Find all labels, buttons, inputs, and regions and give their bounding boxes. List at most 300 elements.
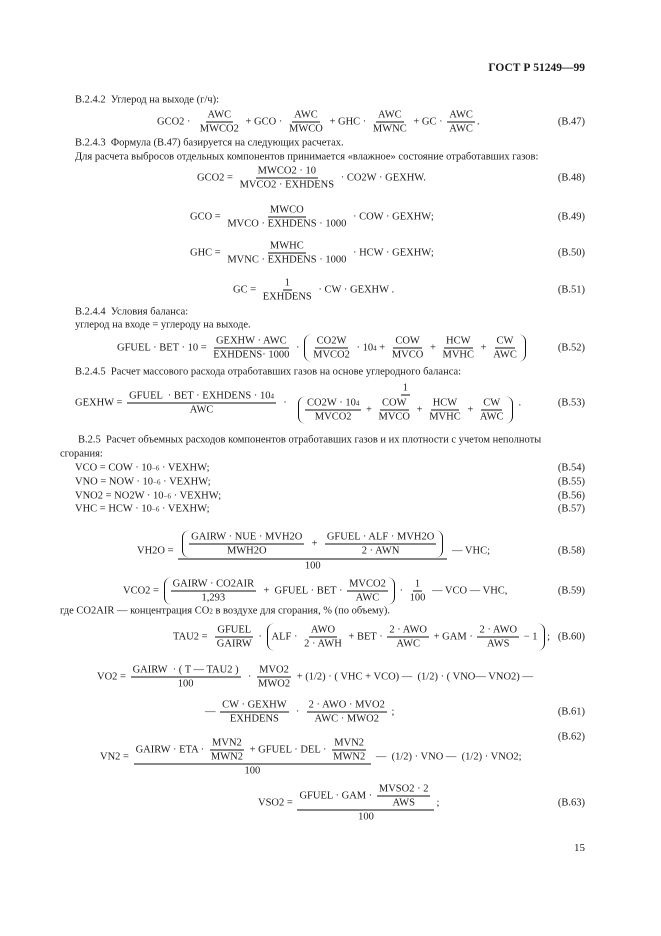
formula-text: GCO2 =	[197, 172, 236, 184]
formula-group	[299, 784, 432, 809]
formula-text: MWHC	[269, 240, 304, 252]
formula-text: HCW	[432, 397, 458, 409]
fraction-numerator	[447, 110, 475, 123]
formula-text: EXHDENS· 1000	[213, 349, 290, 361]
fraction	[377, 784, 431, 809]
formula-text: GAIRW · ETA ·	[135, 744, 207, 756]
equation-number: (B.60)	[557, 631, 585, 643]
formula-text: в воздухе для сгорания, % (по объему).	[212, 605, 391, 617]
fraction-denominator	[485, 638, 512, 650]
text-line	[97, 665, 533, 690]
parenthesized-group	[267, 624, 546, 651]
formula-text: ·	[278, 397, 293, 409]
fraction	[131, 665, 241, 690]
formula-text: AWC	[449, 123, 473, 135]
formula-text: CO2W · 10	[307, 397, 356, 409]
formula-text: — VCO — VHC,	[429, 585, 508, 597]
formula-text: VN2 =	[100, 751, 132, 763]
formula-text: ;	[547, 631, 551, 643]
formula-text: 1	[402, 382, 408, 394]
text-line	[78, 435, 541, 446]
formula-text: +	[414, 404, 426, 416]
equation-number: (B.53)	[557, 397, 585, 409]
formula-text: +	[478, 342, 490, 354]
formula-text: ALF ·	[271, 631, 301, 643]
fraction-numerator	[380, 398, 409, 411]
formula-text: GFUEL · BET · EXHDENS · 10	[129, 390, 271, 402]
formula-text: AWC	[189, 404, 214, 416]
formula-text: + (1/2) · ( VHC + VCO) — (1/2) · ( VNO— VNO2) —	[294, 671, 533, 683]
formula-text: EXHDENS	[262, 291, 312, 303]
fraction-denominator	[377, 411, 413, 423]
equation-number: (B.47)	[557, 116, 585, 128]
fraction-denominator	[360, 545, 402, 557]
fraction-numerator	[215, 625, 253, 638]
formula-text: VCO2 =	[123, 585, 162, 597]
fraction	[331, 738, 367, 763]
formula-text: ·	[255, 631, 265, 643]
fraction-numerator	[297, 784, 434, 811]
parenthesized-group	[182, 531, 443, 558]
fraction	[427, 398, 463, 423]
formula-text: 1	[414, 578, 421, 590]
fraction-denominator	[198, 123, 241, 135]
formula-text: AWC	[479, 411, 504, 423]
formula-text: + GC ·	[410, 116, 446, 128]
formula-text: 1,293	[201, 592, 226, 604]
formula-text: · VEXHW;	[159, 462, 210, 474]
formula-text: MVSO2 · 2	[378, 783, 429, 795]
fraction	[198, 110, 241, 135]
formula-text: AWS	[392, 797, 415, 809]
formula-text: +	[363, 404, 375, 416]
fraction	[178, 531, 447, 572]
formula-text: AWC	[207, 109, 232, 121]
fraction	[408, 579, 428, 604]
fraction-numerator	[134, 738, 372, 765]
fraction-denominator	[294, 396, 517, 424]
formula-text: + GFUEL · DEL ·	[246, 744, 330, 756]
fraction	[307, 700, 387, 725]
fraction-numerator	[401, 383, 410, 396]
formula-text: +	[306, 538, 323, 550]
equation-number: (B.50)	[557, 247, 585, 259]
formula-text: AWC	[294, 109, 318, 121]
fraction-numerator	[387, 625, 429, 638]
formula-text: VCO = COW · 10	[75, 462, 152, 474]
formula-text: · COW · GEXHW;	[350, 211, 434, 223]
fraction	[189, 532, 304, 557]
formula-text: GEXHW · AWC	[215, 335, 287, 347]
fraction-numerator	[376, 110, 404, 123]
formula-text: GFUEL · GAM ·	[299, 790, 375, 802]
formula-text: B.2.5 Расчет объемных расходов компонентов отработавших газов и их плотности с учетом неполноты	[78, 434, 542, 446]
formula	[75, 383, 521, 424]
fraction	[302, 625, 344, 650]
fraction	[325, 532, 437, 557]
formula-text: · CO2W · GEXHW.	[338, 172, 426, 184]
formula-text: · VEXHW;	[171, 490, 222, 502]
fraction-numerator	[131, 665, 241, 678]
formula-text: MWCO2 · 10	[257, 165, 317, 177]
formula-text: MWNC	[372, 123, 407, 135]
formula-text: +	[464, 404, 476, 416]
fraction-numerator	[495, 336, 516, 349]
formula-text: EXHDENS	[229, 713, 279, 725]
formula-text: GAIRW · ( T — TAU2 )	[132, 664, 239, 676]
fraction-denominator	[211, 349, 291, 361]
fraction-numerator	[171, 579, 256, 592]
formula-text: .	[476, 116, 480, 128]
fraction-denominator	[228, 713, 281, 725]
formula	[190, 241, 434, 266]
parenthesized-group	[164, 578, 395, 605]
fraction	[297, 784, 434, 823]
text-line	[75, 320, 251, 331]
fraction	[294, 383, 517, 424]
fraction	[171, 579, 256, 604]
fraction-numerator	[481, 398, 502, 411]
formula-text: 100	[304, 560, 321, 572]
formula-text: углерод на входе = углероду на выходе.	[75, 319, 251, 331]
fraction-denominator	[225, 545, 269, 557]
formula-text: + GHC ·	[326, 116, 369, 128]
formula-text: AWC · MWO2	[314, 713, 379, 725]
formula-text: MWCO	[288, 123, 323, 135]
fraction-numerator	[332, 738, 366, 751]
fraction-numerator	[268, 205, 306, 218]
formula-group: CO2W · 10 4	[307, 397, 360, 409]
formula-text: HCW	[446, 335, 471, 347]
formula-text: MWO2	[257, 678, 291, 690]
fraction-denominator	[238, 179, 337, 191]
formula-text: AWS	[487, 638, 510, 650]
formula	[258, 784, 439, 823]
formula-text: · VEXHW;	[160, 476, 211, 488]
fraction-numerator	[257, 665, 291, 678]
formula-text: — (1/2) · VNO — (1/2) · VNO2;	[373, 751, 522, 763]
fraction-numerator	[206, 110, 234, 123]
fraction	[491, 336, 519, 361]
formula-text: B.2.4.3 Формула (B.47) базируется на следующих расчетах.	[75, 137, 344, 149]
formula-text: COW	[382, 397, 407, 409]
text-line	[75, 152, 538, 163]
formula-text: GAIRW	[216, 638, 252, 650]
formula-text: MVO2	[259, 664, 289, 676]
equation-number: (B.61)	[557, 706, 585, 718]
formula-text: ·	[293, 342, 303, 354]
fraction-numerator	[444, 336, 473, 349]
text-line	[75, 367, 461, 378]
formula-text: ·	[396, 585, 406, 597]
equation-number: (B.52)	[557, 342, 585, 354]
formula-text: MWCO	[269, 204, 304, 216]
formula-text: ;	[388, 706, 395, 718]
fraction	[478, 398, 506, 423]
fraction	[134, 738, 372, 777]
fraction	[387, 625, 429, 650]
formula	[197, 166, 426, 191]
formula-text: 100	[177, 678, 194, 690]
formula-text: + GAM ·	[431, 631, 476, 643]
formula-text: 2 · AWO	[389, 624, 428, 636]
fraction	[209, 738, 245, 763]
formula: VNO = NOW · 10 −6 · VEXHW;	[75, 476, 211, 488]
formula-text: VNO = NOW · 10	[75, 476, 154, 488]
formula-text: GHC =	[190, 247, 224, 259]
formula-text: GCO2 ·	[157, 116, 196, 128]
formula-text: CW	[496, 335, 514, 347]
formula-text: MWN2	[210, 751, 243, 763]
fraction	[477, 625, 519, 650]
formula-text: B.2.4.5 Расчет массового расхода отработавших газов на основе углеродного баланса:	[75, 366, 462, 378]
fraction-denominator	[261, 291, 314, 303]
fraction-denominator	[311, 349, 352, 361]
formula-text: 100	[358, 811, 374, 823]
formula-text: AWC	[355, 592, 380, 604]
formula-text: GC =	[233, 284, 259, 296]
formula-text: 1	[284, 277, 290, 289]
formula-text: CW	[483, 397, 501, 409]
formula-text: где CO2AIR — концентрация CO	[60, 605, 210, 617]
fraction-numerator	[393, 336, 422, 349]
fraction-denominator	[313, 713, 381, 725]
formula-text: +	[427, 342, 439, 354]
fraction-numerator	[189, 532, 304, 545]
fraction-numerator	[347, 579, 388, 592]
formula-text: MVHC	[429, 411, 461, 423]
fraction-denominator	[441, 349, 477, 361]
fraction-denominator	[447, 123, 475, 135]
equation-number: (B.56)	[557, 490, 585, 502]
formula-text: ·	[242, 671, 254, 683]
fraction-denominator	[287, 123, 325, 135]
formula-text: .	[518, 397, 522, 409]
formula	[173, 624, 550, 651]
formula: VNO2 = NO2W · 10 −6 · VEXHW;	[75, 490, 222, 502]
formula: VCO = COW · 10 −6 · VEXHW;	[75, 462, 210, 474]
formula-text: VH2O =	[137, 545, 177, 557]
formula-text: MVNC · EXHDENS · 1000	[227, 254, 347, 266]
fraction	[390, 336, 426, 361]
formula	[123, 578, 507, 605]
fraction-denominator	[356, 811, 376, 823]
fraction-numerator	[268, 241, 306, 254]
fraction-numerator	[431, 398, 460, 411]
fraction-denominator	[371, 123, 409, 135]
formula-text: · CW · GEXHW .	[315, 284, 395, 296]
formula-text: MWCO2	[199, 123, 239, 135]
formula-text: CW · GEXHW	[222, 699, 287, 711]
fraction-denominator	[491, 349, 519, 361]
formula-text: +	[376, 342, 388, 354]
fraction-numerator	[210, 738, 244, 751]
fraction-numerator	[315, 336, 349, 349]
formula-text: 100	[409, 592, 426, 604]
fraction-numerator	[127, 391, 276, 404]
formula-text: MVN2	[334, 737, 365, 749]
formula-text: ·	[290, 706, 305, 718]
fraction	[211, 336, 291, 361]
equation-number: (B.62)	[557, 731, 585, 743]
formula-text: + BET ·	[345, 631, 386, 643]
fraction-denominator	[427, 411, 463, 423]
formula-text: MVCO2	[313, 349, 350, 361]
fraction-numerator	[178, 531, 447, 560]
formula-text: сгорания:	[60, 448, 103, 460]
text-line	[60, 449, 103, 460]
fraction-denominator	[256, 678, 292, 690]
formula	[157, 110, 480, 135]
fraction-numerator	[214, 336, 289, 349]
fraction-denominator	[408, 592, 428, 604]
formula-group: GFUEL · BET · EXHDENS · 10 4	[129, 390, 275, 402]
page-number: 15	[574, 842, 585, 854]
fraction-denominator	[313, 411, 354, 423]
equation-number: (B.54)	[557, 462, 585, 474]
equation-number: (B.49)	[557, 211, 585, 223]
formula-text: MVCO2 · EXHDENS	[239, 179, 335, 191]
formula	[100, 738, 522, 777]
fraction-denominator	[394, 638, 422, 650]
text-line	[75, 307, 188, 318]
formula-text: GEXHW =	[75, 397, 126, 409]
formula-text: MVN2	[212, 737, 242, 749]
fraction-numerator	[305, 398, 361, 411]
fraction-numerator	[256, 166, 318, 179]
formula-text: 100	[244, 765, 261, 777]
fraction-denominator	[390, 797, 417, 809]
formula	[205, 700, 394, 725]
formula-text: MWN2	[333, 751, 366, 763]
formula-text: MVCO2	[349, 578, 386, 590]
formula-text: B.2.4.4 Условия баланса:	[75, 306, 189, 318]
formula-text: COW	[395, 335, 420, 347]
formula-text: VO2 =	[97, 671, 129, 683]
text-line	[75, 138, 344, 149]
formula-text: MVCO	[391, 349, 424, 361]
fraction-numerator	[307, 700, 387, 713]
formula-text: B.2.4.2 Углерод на выходе (г/ч):	[75, 94, 219, 106]
fraction-numerator	[325, 532, 437, 545]
formula	[137, 531, 490, 572]
formula-text: 2 · AWN	[361, 545, 400, 557]
formula-text: MVCO · EXHDENS · 1000	[227, 218, 347, 230]
formula-text: VNO2 = NO2W · 10	[75, 490, 164, 502]
fraction	[371, 110, 409, 135]
fraction-denominator	[302, 638, 344, 650]
fraction	[238, 166, 337, 191]
formula-group	[136, 738, 370, 763]
formula-text: ;	[436, 797, 440, 809]
fraction-numerator	[292, 110, 320, 123]
equation-number: (B.48)	[557, 172, 585, 184]
fraction-numerator	[309, 625, 337, 638]
fraction-numerator	[477, 625, 519, 638]
formula	[117, 335, 528, 362]
fraction	[287, 110, 325, 135]
fraction-denominator	[225, 218, 348, 230]
fraction-denominator	[331, 751, 367, 763]
formula-text: TAU2 =	[173, 631, 213, 643]
fraction	[220, 700, 289, 725]
formula-text: GAIRW · NUE · MVH2O	[191, 531, 303, 543]
formula-text: AWC	[378, 109, 402, 121]
formula-text: MWH2O	[226, 545, 267, 557]
fraction	[441, 336, 477, 361]
fraction	[225, 205, 348, 230]
fraction-denominator	[188, 404, 216, 416]
fraction-denominator	[225, 254, 348, 266]
formula-text: · HCW · GEXHW;	[350, 247, 434, 259]
formula-text: CO2W	[316, 335, 347, 347]
fraction-denominator	[243, 765, 263, 777]
fraction-denominator	[209, 751, 245, 763]
formula-text: AWO	[310, 624, 336, 636]
formula-text: Для расчета выбросов отдельных компонентов принимается «влажное» состояние отработавших газов:	[75, 151, 539, 163]
formula-text: VSO2 =	[258, 797, 296, 809]
formula-text: MVCO2	[314, 411, 352, 423]
fraction	[225, 241, 348, 266]
fraction-numerator	[413, 579, 422, 592]
formula-text: AWC	[449, 109, 473, 121]
formula-text: − 1	[521, 631, 541, 643]
formula-text: GCO =	[190, 211, 224, 223]
formula-text: · VEXHW;	[159, 503, 210, 515]
text-line: где CO2AIR — концентрация CO 2 в воздухе для сгорания, % (по объему).	[60, 605, 391, 617]
equation-number: (B.58)	[557, 545, 585, 557]
fraction	[377, 398, 413, 423]
fraction	[311, 336, 352, 361]
equation-number: (B.51)	[557, 284, 585, 296]
text-line	[75, 95, 219, 106]
formula-text: 2 · AWO · MVO2	[308, 699, 385, 711]
formula-text: MVCO	[378, 411, 411, 423]
fraction-denominator	[303, 560, 323, 572]
equation-number: (B.63)	[557, 797, 585, 809]
formula-text: —	[205, 706, 219, 718]
equation-number: (B.59)	[557, 585, 585, 597]
formula	[233, 278, 394, 303]
fraction-denominator	[200, 592, 228, 604]
equation-number: (B.57)	[557, 503, 585, 515]
fraction	[215, 625, 254, 650]
fraction-numerator	[283, 278, 292, 291]
fraction	[447, 110, 475, 135]
formula	[190, 205, 434, 230]
formula-text: — VHC;	[449, 545, 490, 557]
fraction-numerator	[377, 784, 431, 797]
formula-text: + GCO ·	[242, 116, 285, 128]
parenthesized-group	[298, 397, 513, 424]
fraction-denominator	[390, 349, 426, 361]
formula-text: 2 · AWH	[304, 638, 342, 650]
formula-text: · 10	[353, 342, 374, 354]
fraction-numerator	[220, 700, 289, 713]
document-header: ГОСТ Р 51249—99	[488, 62, 585, 74]
parenthesized-group: $\frac{CO2W}{\text{MVCO2}}$ · 10 4 + $\frac{\text{COW}}{\text{MVCO}}$ + $\frac{\text{HCW}}{\text{MVHC}}$ + $\frac{CW}{\text{AWC}}$	[304, 335, 526, 362]
formula-text: GFUEL · ALF · MVH2O	[326, 531, 435, 543]
formula-text: + GFUEL · BET ·	[258, 585, 346, 597]
formula-text: VHC = HCW · 10	[75, 503, 152, 515]
formula-text: 2 · AWO	[479, 624, 518, 636]
equation-number: (B.55)	[557, 476, 585, 488]
formula: VHC = HCW · 10 −6 · VEXHW;	[75, 503, 210, 515]
fraction-denominator	[478, 411, 506, 423]
formula-text: GFUEL · BET · 10 =	[117, 342, 210, 354]
fraction	[256, 665, 292, 690]
fraction	[127, 391, 276, 416]
